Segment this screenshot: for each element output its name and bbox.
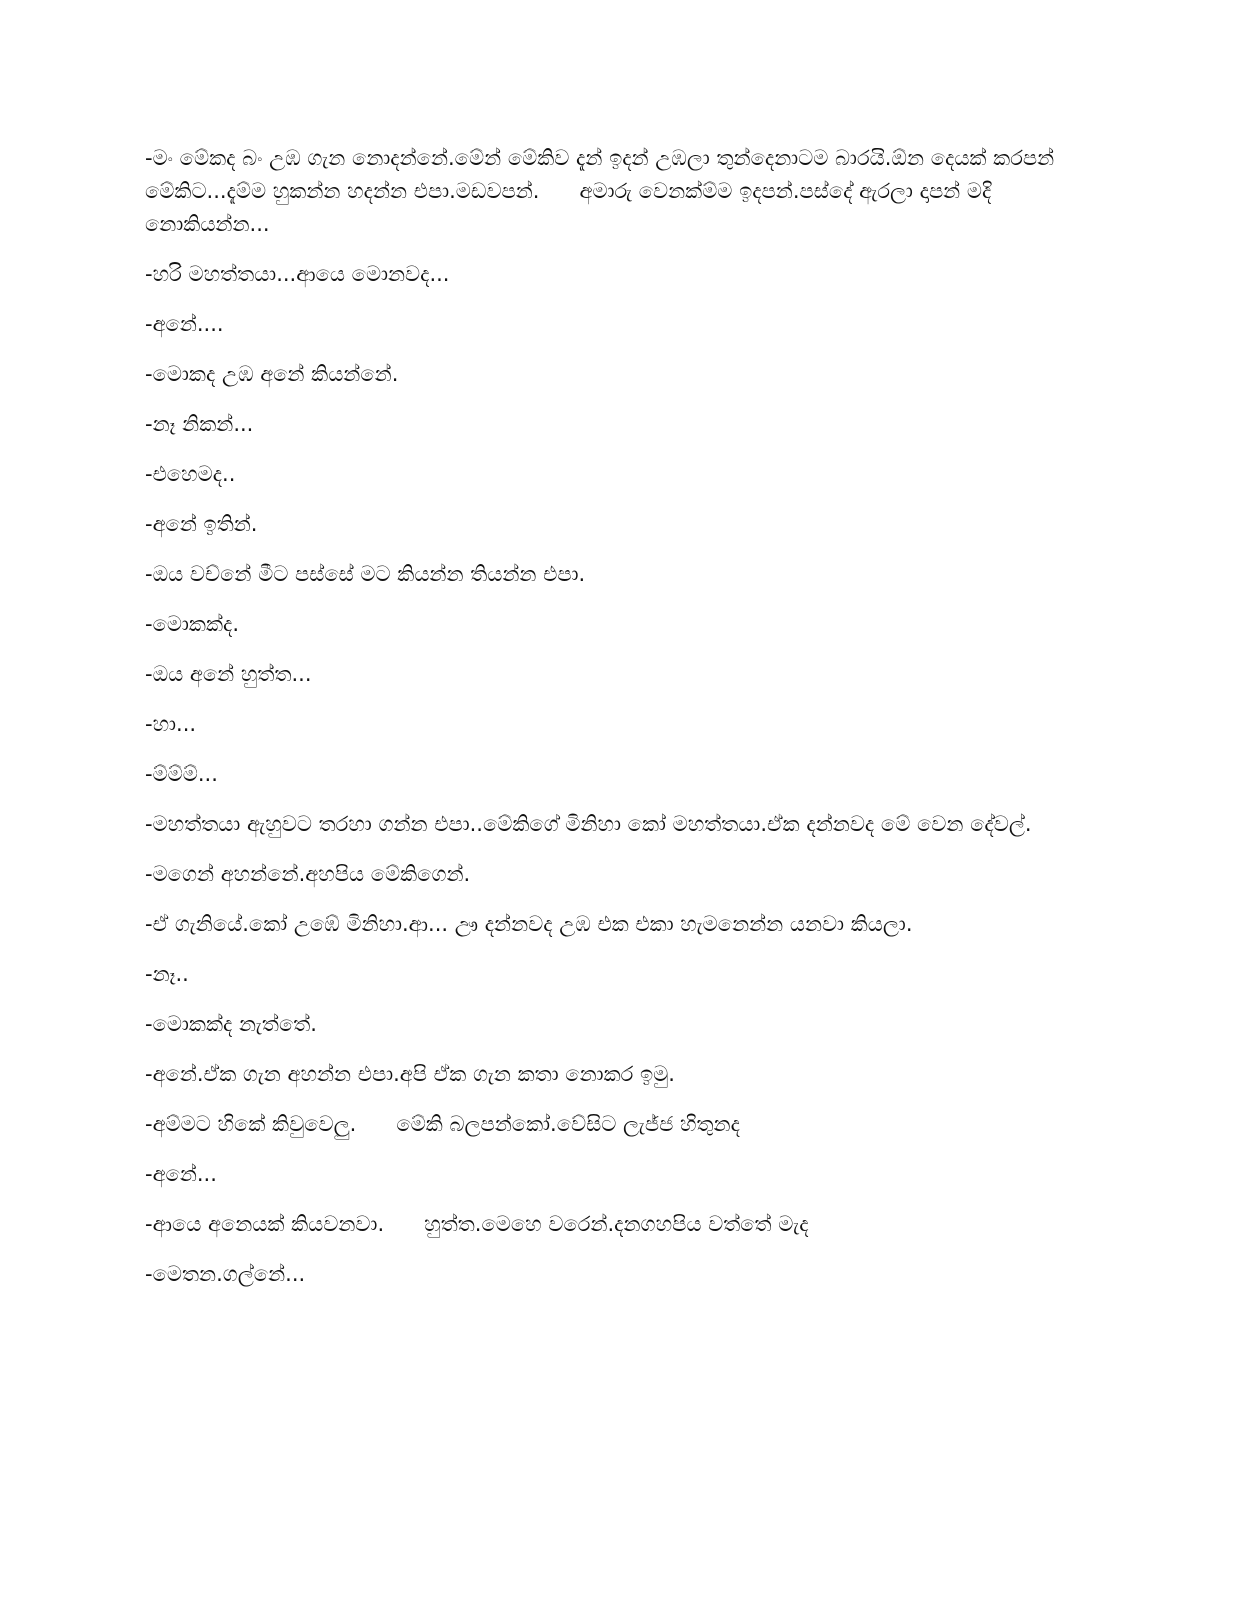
paragraph-1: -මං මේකද බං උඹ ගැන නොදන්නේ.මේන් මේකිව දැන් ඉදන් උඹලා තුන්දෙනාටම බාරයි.ඕන දෙයක් කරපන් මේකිට...දැම්ම හුකන්න හදන්න එපා.මඩවපන්. අමාරු වෙනක්ම්ම ඉදපන්.පස්දේ ඇරලා දාපන් මදි නොකියන්න... (145, 146, 1061, 236)
paragraph-6: -එහෙමද.. (145, 462, 236, 486)
paragraph-18: -අනේ.ඒක ගැන අහන්න එපා.අපි ඒක ගැන කතා නොකර ඉමු. (145, 1062, 675, 1086)
paragraph-5: -නෑ නිකන්... (145, 412, 254, 436)
paragraph-19: -අම්මට හිකේ කිවුවෙලු. මේකි බලපන්කෝ.වේසිට ලැජ්ජ හිතුනද (145, 1112, 740, 1136)
paragraph-21: -ආයෙ අනෙයක් කියවනවා. හුත්ත.මෙහෙ වරෙන්.දනගහපිය වත්තේ මැද (145, 1212, 809, 1236)
paragraph-15: -ඒ ගැනියේ.කෝ උඹේ මිනිහා.ආ... ඌ දන්නවද උඹ එක එකා හැමනෙන්න යනවා කියලා. (145, 912, 913, 936)
paragraph-3: -අනේ.... (145, 312, 224, 336)
paragraph-2: -හරි මහත්තයා...ආයෙ මොනවද... (145, 262, 450, 286)
paragraph-4: -මොකද උඹ අනේ කියන්නේ. (145, 362, 399, 386)
paragraph-13: -මහත්තයා ඇහුවට තරහා ගන්න එපා..මේකිගේ මිනිහා කෝ මහත්තයා.ඒක දන්නවද මේ වෙන දේවල්. (145, 812, 1032, 836)
dialogue-text (145, 142, 1075, 1308)
paragraph-7: -අනේ ඉතින්. (145, 512, 258, 536)
paragraph-8: -ඔය වච්නේ මීට පස්සේ මට කියන්න තියන්න එපා. (145, 562, 586, 586)
paragraph-10: -ඔය අනේ හුත්ත... (145, 662, 312, 686)
paragraph-20: -අනේ... (145, 1162, 217, 1186)
paragraph-22: -මෙතන.ගල්නේ... (145, 1262, 306, 1286)
paragraph-12: -ම්ම්ම්... (145, 762, 218, 786)
paragraph-17: -මොකක්ද නැත්තේ. (145, 1012, 317, 1036)
paragraph-9: -මොකක්ද. (145, 612, 239, 636)
paragraph-16: -නෑ.. (145, 962, 189, 986)
paragraph-14: -මගෙන් අහන්නේ.අහපිය මේකිගෙන්. (145, 862, 471, 886)
paragraph-11: -හා... (145, 712, 197, 736)
